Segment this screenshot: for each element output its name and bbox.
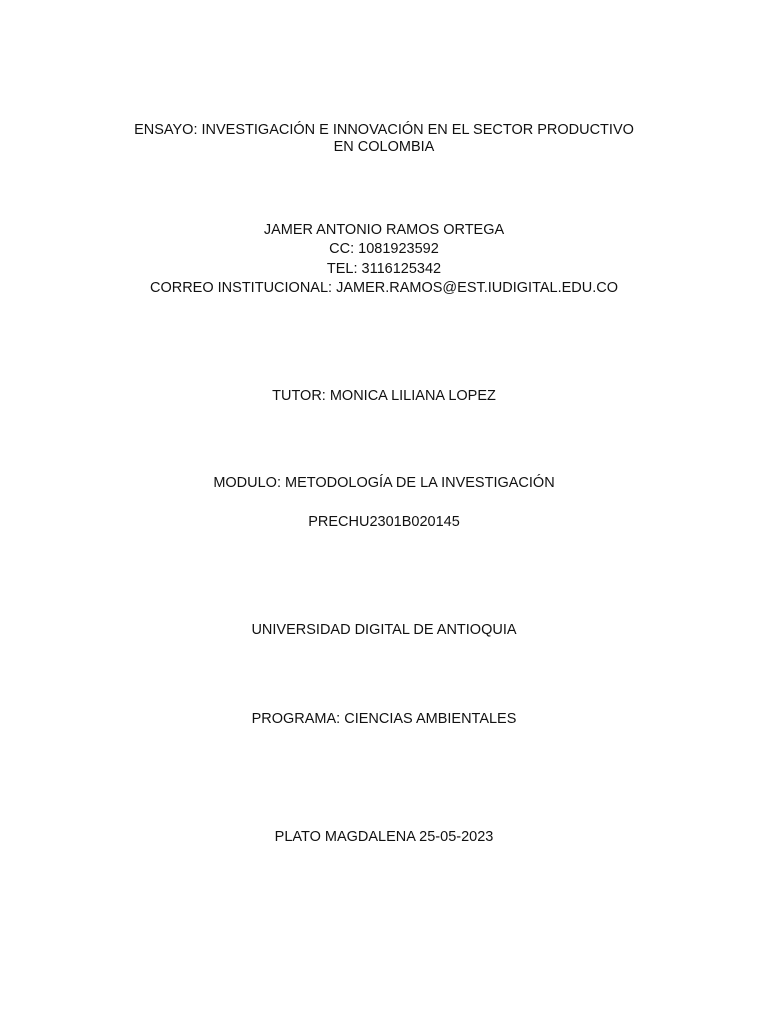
module: MODULO: METODOLOGÍA DE LA INVESTIGACIÓN xyxy=(213,475,555,491)
essay-title-line-1: ENSAYO: INVESTIGACIÓN E INNOVACIÓN EN EL SECTOR PRODUCTIVO xyxy=(134,122,634,138)
place-date: PLATO MAGDALENA 25-05-2023 xyxy=(274,829,494,845)
course-code: PRECHU2301B020145 xyxy=(308,514,460,530)
university: UNIVERSIDAD DIGITAL DE ANTIOQUIA xyxy=(251,622,517,638)
author-cc: CC: 1081923592 xyxy=(329,241,439,257)
essay-title-line-2: EN COLOMBIA xyxy=(333,139,435,155)
author-email: CORREO INSTITUCIONAL: JAMER.RAMOS@EST.IUDIGITAL.EDU.CO xyxy=(149,280,619,296)
author-phone: TEL: 3116125342 xyxy=(326,261,442,277)
tutor: TUTOR: MONICA LILIANA LOPEZ xyxy=(272,388,496,404)
program: PROGRAMA: CIENCIAS AMBIENTALES xyxy=(251,711,517,727)
author-name: JAMER ANTONIO RAMOS ORTEGA xyxy=(263,222,505,238)
